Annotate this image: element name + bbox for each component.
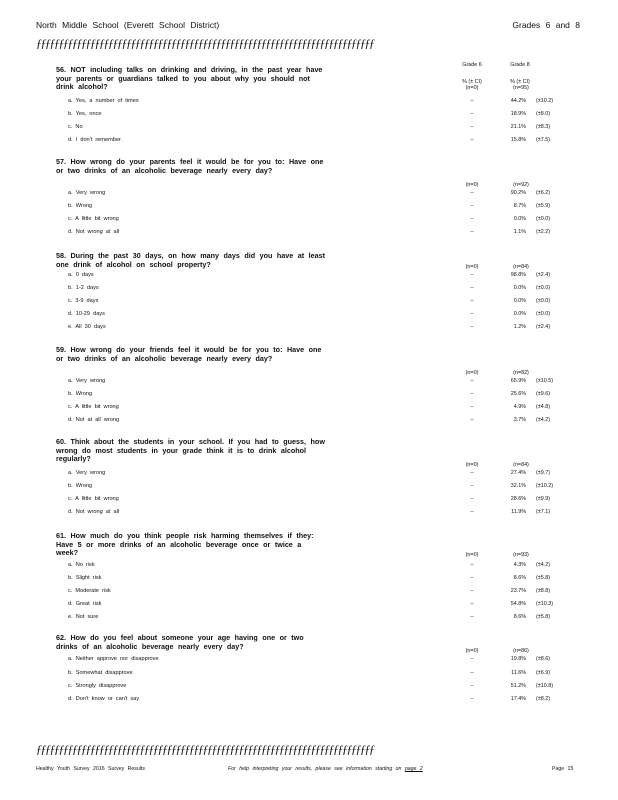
grade8-value: 19.8% <box>510 656 526 662</box>
question-62 <box>56 634 576 714</box>
grade6-value: -- <box>470 588 474 594</box>
grade8-ci: (±8.6) <box>536 656 551 662</box>
n-grade6: (n=0) <box>465 370 479 376</box>
option-label: d. Don't know or can't say <box>68 696 140 702</box>
grade6-value: -- <box>470 272 474 278</box>
grade8-value: 11.9% <box>511 509 526 515</box>
n-grade8: (n=86) <box>513 648 529 654</box>
grade8-ci: (±9.7) <box>536 470 551 476</box>
n-grade8: (n=93) <box>513 552 529 558</box>
option-label: a. Neither approve nor disapprove <box>68 656 159 662</box>
grade6-value: -- <box>470 391 474 397</box>
grade8-ci: (±10.8) <box>536 683 554 689</box>
grade8-value: 0.0% <box>513 216 526 222</box>
option-label: b. Wrong <box>68 203 93 209</box>
question-text: 60. Think about the students in your school. If you had to guess, how wrong do most students in your grade think it is to drink alcohol regularly? <box>56 437 325 464</box>
option-label: d. Not at all wrong <box>68 417 120 423</box>
grade8-value: 8.7% <box>513 203 526 209</box>
question-58 <box>56 252 576 332</box>
option-label: c. 3-9 days <box>68 298 99 304</box>
grade6-value: -- <box>470 124 474 130</box>
grade8-value: 17.4% <box>510 696 526 702</box>
grade6-value: -- <box>470 229 474 235</box>
question-61 <box>56 532 576 622</box>
question-60 <box>56 438 576 518</box>
option-label: d. I don't remember. <box>68 137 123 143</box>
option-label: d. Not wrong at all <box>68 509 120 515</box>
grade8-ci: (±4.2) <box>536 417 551 423</box>
question-text: 61. How much do you think people risk harming themselves if they: Have 5 or more drinks of an alcoholic beverage once or twice a week? <box>56 531 314 558</box>
n-grade8: (n=82) <box>513 370 529 376</box>
n-grade6: (n=0) <box>465 85 479 91</box>
grade8-value: 28.6% <box>510 496 526 502</box>
grade8-ci: (±0.0) <box>536 216 551 222</box>
grade8-value: 23.7% <box>510 588 526 594</box>
n-grade8: (n=92) <box>513 182 529 188</box>
n-grade6: (n=0) <box>465 552 479 558</box>
question-56 <box>56 62 576 146</box>
grade6-value: -- <box>470 614 474 620</box>
option-label: a. Very wrong <box>68 470 106 476</box>
grade6-value: -- <box>470 311 474 317</box>
grade8-ci: (±6.2) <box>536 190 551 196</box>
option-label: b. Slight risk <box>68 575 102 581</box>
grade8-value: 4.9% <box>513 404 526 410</box>
question-text: 57. How wrong do your parents feel it would be for you to: Have one or two drinks of an alcoholic beverage nearly every day? <box>56 157 324 175</box>
grade6-value: -- <box>470 111 474 117</box>
grade8-value: 8.6% <box>513 575 526 581</box>
grade8-value: 1.2% <box>513 324 526 330</box>
footer-help-page-link[interactable]: page 2 <box>404 766 423 772</box>
grade8-value: 51.2% <box>510 683 526 689</box>
grade8-ci: (±4.8) <box>536 404 551 410</box>
grade8-ci: (±10.2) <box>536 483 554 489</box>
grade8-value: 0.0% <box>513 285 526 291</box>
option-label: a. 0 days <box>68 272 94 278</box>
grade8-ci: (±10.3) <box>536 601 554 607</box>
top-rule: ƒƒƒƒƒƒƒƒƒƒƒƒƒƒƒƒƒƒƒƒƒƒƒƒƒƒƒƒƒƒƒƒƒƒƒƒƒƒƒƒƒƒƒƒƒƒƒƒƒƒƒƒƒƒƒƒƒƒƒƒƒƒƒƒƒƒƒƒƒƒƒƒƒƒƒ <box>36 36 374 50</box>
option-label: d. 10-29 days <box>68 311 105 317</box>
n-grade8: (n=95) <box>513 85 529 91</box>
option-label: c. No <box>68 124 83 130</box>
grade8-ci: (±2.4) <box>536 272 551 278</box>
grade8-ci: (±4.2) <box>536 562 551 568</box>
grade8-value: 18.9% <box>510 111 526 117</box>
grade8-ci: (±5.9) <box>536 203 551 209</box>
option-label: d. Not wrong at all <box>68 229 120 235</box>
grade8-value: 65.9% <box>510 378 526 384</box>
option-label: e. Not sure <box>68 614 99 620</box>
grade8-value: 0.0% <box>513 311 526 317</box>
grade6-value: -- <box>470 324 474 330</box>
question-text: 58. During the past 30 days, on how many days did you have at least one drink of alcohol on school property? <box>56 251 326 269</box>
grade8-value: 21.1% <box>510 124 526 130</box>
option-label: c. Moderate risk <box>68 588 111 594</box>
grade6-value: -- <box>470 203 474 209</box>
grade8-ci: (±8.0) <box>536 111 551 117</box>
grade6-pct-header: % (± CI) <box>462 79 482 85</box>
option-label: b. Somewhat disapprove <box>68 670 133 676</box>
grade8-ci: (±0.0) <box>536 298 551 304</box>
grade6-value: -- <box>470 190 474 196</box>
grade6-value: -- <box>470 562 474 568</box>
question-text: 59. How wrong do your friends feel it would be for you to: Have one or two drinks of an alcoholic beverage nearly every day? <box>56 345 322 363</box>
grade6-value: -- <box>470 601 474 607</box>
grade8-header: Grade 8 <box>510 62 530 68</box>
grade6-value: -- <box>470 285 474 291</box>
option-label: b. Yes, once <box>68 111 102 117</box>
option-label: a. Very wrong <box>68 378 106 384</box>
footer-help-text: For help interpreting your results, please see information starting on <box>228 766 402 772</box>
grade8-value: 15.8% <box>510 137 526 143</box>
grade6-header: Grade 6 <box>462 62 482 68</box>
question-59 <box>56 346 576 426</box>
option-label: b. 1-2 days <box>68 285 99 291</box>
header-school: North Middle School (Everett School District) <box>36 20 220 30</box>
grade8-value: 44.2% <box>510 98 526 104</box>
grade6-value: -- <box>470 98 474 104</box>
grade6-value: -- <box>470 137 474 143</box>
grade6-value: -- <box>470 575 474 581</box>
option-label: a. Yes, a number of times <box>68 98 139 104</box>
n-grade6: (n=0) <box>465 462 479 468</box>
grade8-value: 11.6% <box>511 670 526 676</box>
grade6-value: -- <box>470 496 474 502</box>
question-text: 56. NOT including talks on drinking and driving, in the past year have your parents or guardians talked to you about why you should not drink alcohol? <box>56 65 323 92</box>
grade8-ci: (±10.2) <box>536 98 554 104</box>
grade8-ci: (±0.0) <box>536 311 551 317</box>
grade8-value: 32.1% <box>510 483 526 489</box>
grade8-ci: (±8.8) <box>536 588 551 594</box>
grade8-ci: (±9.6) <box>536 391 551 397</box>
grade8-ci: (±2.2) <box>536 229 551 235</box>
grade8-value: 54.8% <box>510 601 526 607</box>
option-label: c. A little bit wrong <box>68 216 119 222</box>
question-text: 62. How do you feel about someone your age having one or two drinks of an alcoholic beverage nearly every day? <box>56 633 304 651</box>
footer-help <box>228 766 423 772</box>
grade8-ci: (±9.9) <box>536 496 551 502</box>
grade6-value: -- <box>470 683 474 689</box>
grade8-value: 90.2% <box>510 190 526 196</box>
option-label: c. A little bit wrong <box>68 496 119 502</box>
question-57 <box>56 158 576 238</box>
grade6-value: -- <box>470 483 474 489</box>
grade6-value: -- <box>470 470 474 476</box>
grade6-value: -- <box>470 404 474 410</box>
grade8-value: 8.6% <box>513 614 526 620</box>
footer-page-number: Page 15 <box>552 766 574 772</box>
grade6-value: -- <box>470 378 474 384</box>
header-grades: Grades 6 and 8 <box>512 20 580 30</box>
grade6-value: -- <box>470 696 474 702</box>
grade8-value: 98.8% <box>510 272 526 278</box>
bottom-rule: ƒƒƒƒƒƒƒƒƒƒƒƒƒƒƒƒƒƒƒƒƒƒƒƒƒƒƒƒƒƒƒƒƒƒƒƒƒƒƒƒƒƒƒƒƒƒƒƒƒƒƒƒƒƒƒƒƒƒƒƒƒƒƒƒƒƒƒƒƒƒƒƒƒƒƒ <box>36 742 374 756</box>
grade8-ci: (±6.9) <box>536 670 551 676</box>
option-label: a. Very wrong <box>68 190 106 196</box>
grade6-value: -- <box>470 670 474 676</box>
grade6-value: -- <box>470 417 474 423</box>
grade6-value: -- <box>470 509 474 515</box>
n-grade8: (n=84) <box>513 264 529 270</box>
option-label: d. Great risk <box>68 601 102 607</box>
option-label: b. Wrong <box>68 391 93 397</box>
grade8-value: 27.4% <box>510 470 526 476</box>
option-label: b. Wrong <box>68 483 93 489</box>
option-label: c. A little bit wrong <box>68 404 119 410</box>
grade8-value: 3.7% <box>513 417 526 423</box>
grade8-value: 1.1% <box>513 229 526 235</box>
option-label: a. No risk <box>68 562 95 568</box>
grade6-value: -- <box>470 216 474 222</box>
grade8-ci: (±10.5) <box>536 378 554 384</box>
option-label: c. Strongly disapprove <box>68 683 127 689</box>
grade8-value: 4.3% <box>513 562 526 568</box>
grade8-value: 25.6% <box>510 391 526 397</box>
option-label: e. All 30 days <box>68 324 106 330</box>
grade6-value: -- <box>470 298 474 304</box>
grade8-pct-header: % (± CI) <box>510 79 530 85</box>
grade6-value: -- <box>470 656 474 662</box>
grade8-ci: (±5.8) <box>536 614 551 620</box>
n-grade6: (n=0) <box>465 648 479 654</box>
n-grade6: (n=0) <box>465 264 479 270</box>
n-grade8: (n=84) <box>513 462 529 468</box>
grade8-ci: (±5.8) <box>536 575 551 581</box>
grade8-ci: (±7.1) <box>536 509 551 515</box>
n-grade6: (n=0) <box>465 182 479 188</box>
grade8-ci: (±2.4) <box>536 324 551 330</box>
grade8-ci: (±8.3) <box>536 124 551 130</box>
grade8-ci: (±8.2) <box>536 696 551 702</box>
grade8-ci: (±0.0) <box>536 285 551 291</box>
grade8-value: 0.0% <box>513 298 526 304</box>
footer-survey: Healthy Youth Survey 2016 Survey Results <box>36 766 145 772</box>
grade8-ci: (±7.5) <box>536 137 551 143</box>
